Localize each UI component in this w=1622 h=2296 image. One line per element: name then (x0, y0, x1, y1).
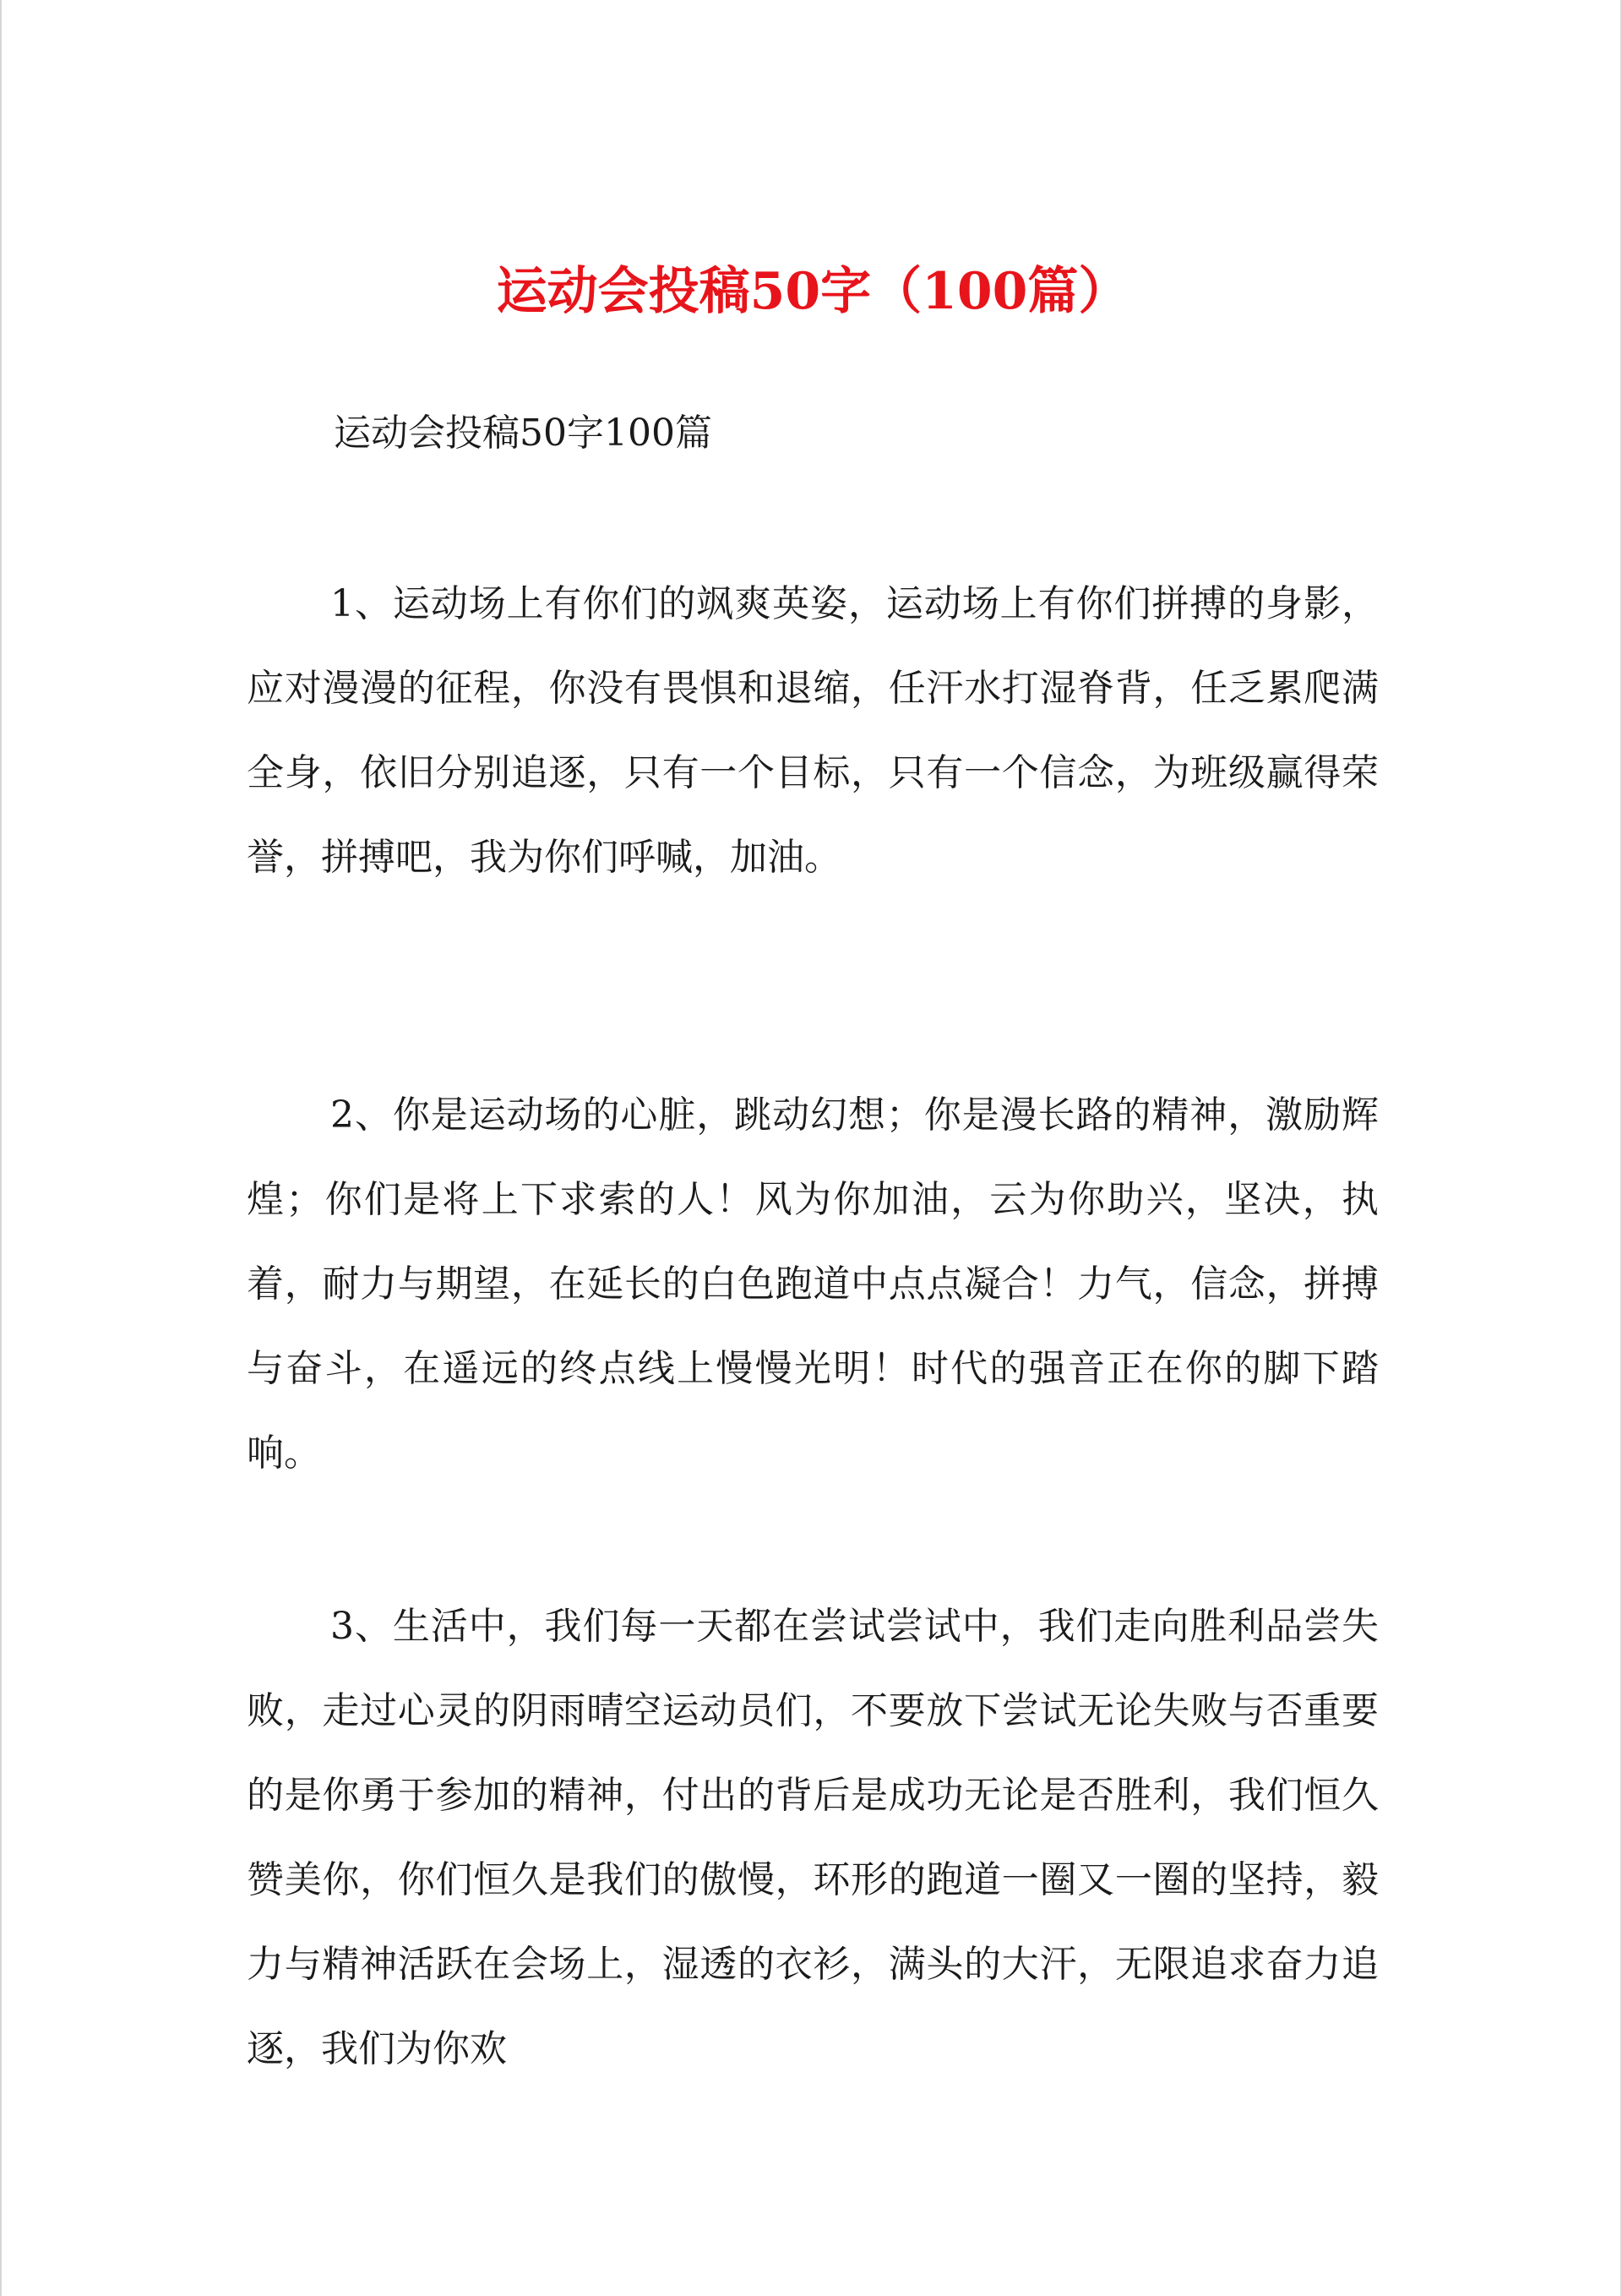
paragraph-1: 1、运动场上有你们的飒爽英姿，运动场上有你们拼搏的身影，应对漫漫的征程，你没有畏惧和退缩，任汗水打湿脊背，任乏累爬满全身，依旧分别追逐，只有一个目标，只有一个信念，为班级赢得荣誉，拼搏吧，我为你们呼喊，加油。 (247, 582, 1379, 879)
paragraph-2: 2、你是运动场的心脏，跳动幻想；你是漫长路的精神，激励辉煌；你们是将上下求索的人！风为你加油，云为你助兴，坚决，执着，耐力与期望，在延长的白色跑道中点点凝合！力气，信念，拼搏与奋斗，在遥远的终点线上慢慢光明！时代的强音正在你的脚下踏响。 (247, 1093, 1379, 1475)
document-subtitle: 运动会投稿50字100篇 (334, 412, 712, 455)
document-title: 运动会投稿50字（100篇） (496, 262, 1129, 321)
paragraph-3: 3、生活中，我们每一天都在尝试尝试中，我们走向胜利品尝失败，走过心灵的阴雨晴空运动员们，不要放下尝试无论失败与否重要的是你勇于参加的精神，付出的背后是成功无论是否胜利，我们恒久赞美你，你们恒久是我们的傲慢，环形的跑道一圈又一圈的坚持，毅力与精神活跃在会场上，湿透的衣衫，满头的大汗，无限追求奋力追逐，我们为你欢 (247, 1605, 1379, 2070)
